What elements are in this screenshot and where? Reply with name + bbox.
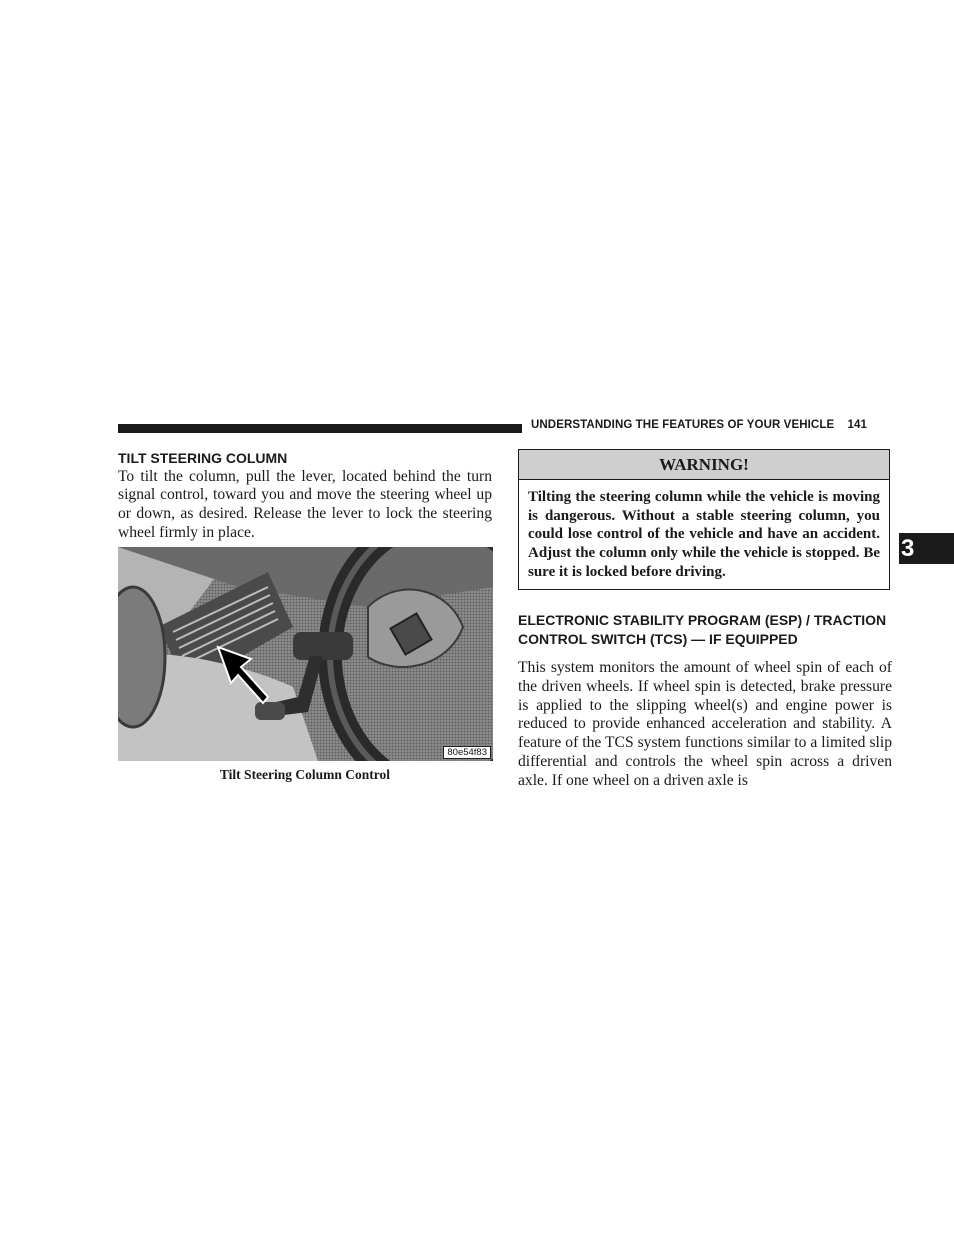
figure-code: 80e54f83 bbox=[443, 746, 491, 759]
steering-column-illustration bbox=[118, 547, 493, 761]
esp-heading: ELECTRONIC STABILITY PROGRAM (ESP) / TRACTION CONTROL SWITCH (TCS) — IF EQUIPPED bbox=[518, 612, 887, 647]
tilt-section bbox=[118, 449, 492, 543]
page-number: 141 bbox=[847, 419, 868, 431]
tilt-heading: TILT STEERING COLUMN bbox=[118, 450, 288, 466]
running-head bbox=[531, 419, 891, 431]
running-title: UNDERSTANDING THE FEATURES OF YOUR VEHICLE bbox=[531, 419, 835, 431]
chapter-tab: 3 bbox=[899, 533, 954, 564]
warning-box bbox=[518, 449, 890, 590]
tilt-steering-photo bbox=[118, 547, 493, 761]
header-rule bbox=[118, 424, 522, 433]
esp-body: This system monitors the amount of wheel spin of each of the driven wheels. If wheel spin is detected, brake pressure is applied to the slipping wheel(s) and engine power is reduced to provide enhanced acceleration and stability. A feature of the TCS system functions similar to a limited slip differential and controls the wheel spin across a driven axle. If one wheel on a driven axle is bbox=[518, 659, 892, 789]
warning-title: WARNING! bbox=[519, 450, 889, 480]
warning-text: Tilting the steering column while the vehicle is moving is dangerous. Without a stable steering column, you could lose control of the vehicle and have an accident. Adjust the column only while the vehicle is stopped. Be sure it is locked before driving. bbox=[528, 489, 880, 580]
esp-section bbox=[518, 611, 892, 791]
figure-caption: Tilt Steering Column Control bbox=[219, 767, 391, 782]
tilt-body: To tilt the column, pull the lever, located behind the turn signal control, toward you and move the steering wheel up or down, as desired. Release the lever to lock the steering wheel firmly in place. bbox=[118, 467, 492, 541]
